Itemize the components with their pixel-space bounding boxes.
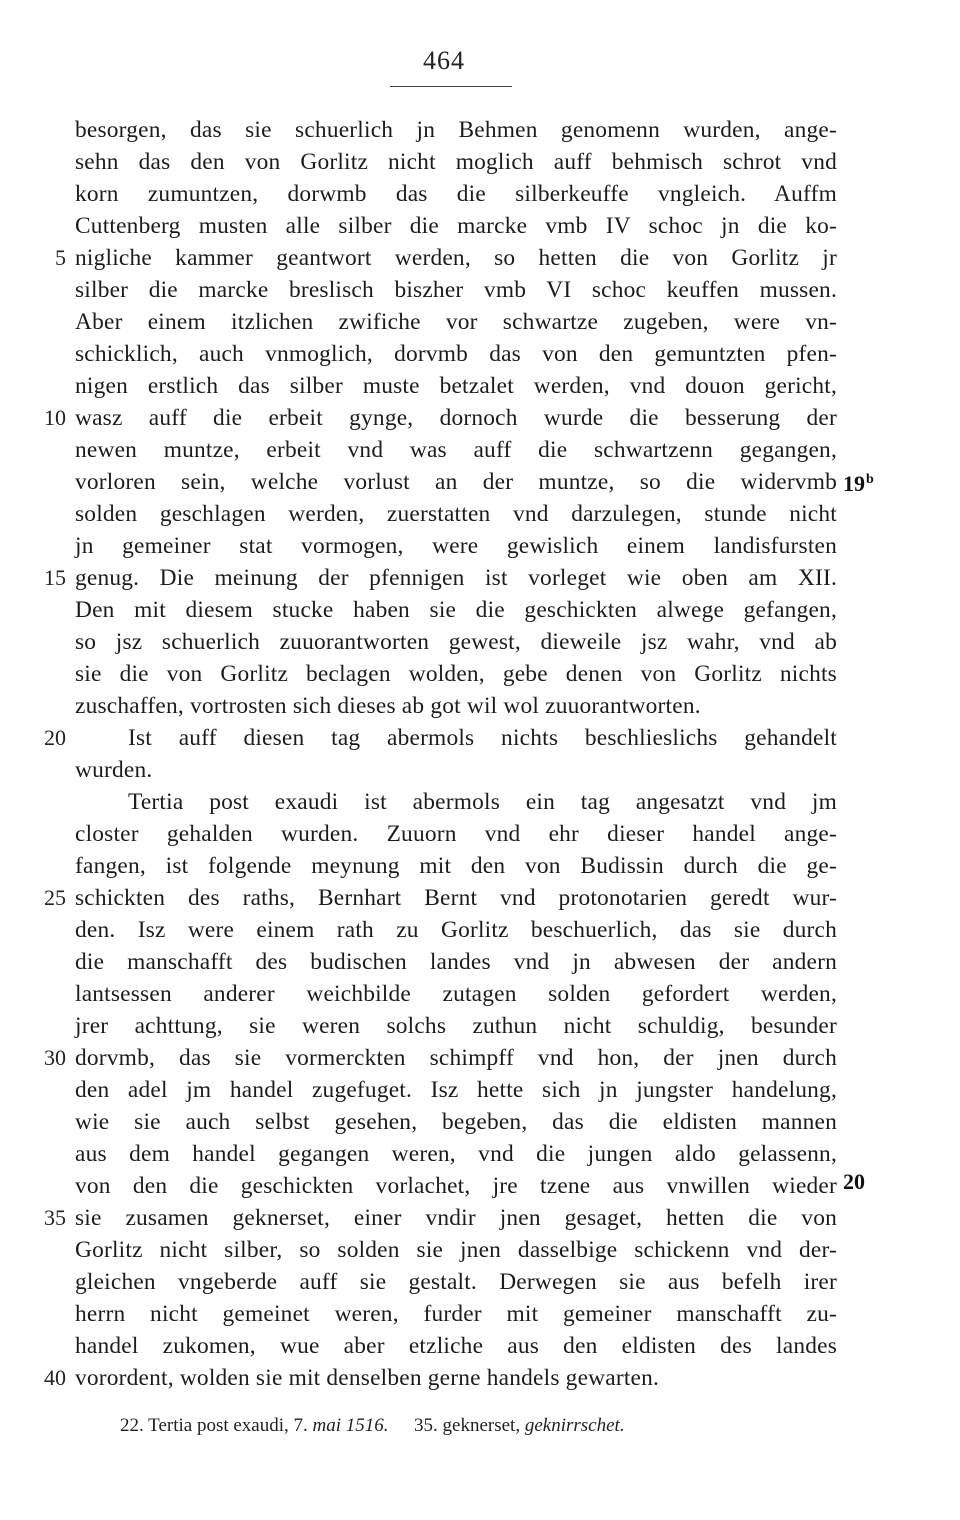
text-line: fangen, ist folgende meynung mit den von Budissin durch die ge- bbox=[75, 853, 837, 879]
footnote-ref-italic: mai 1516. bbox=[312, 1415, 389, 1436]
text-line: Tertia post exaudi ist abermols ein tag angesatzt vnd jm bbox=[128, 789, 837, 815]
text-line: besorgen, das sie schuerlich jn Behmen genomenn wurden, ange- bbox=[75, 117, 837, 143]
text-line: schickten des raths, Bernhart Bernt vnd protonotarien geredt wur- bbox=[75, 885, 837, 911]
line-number: 5 bbox=[55, 245, 66, 270]
text-line: Den mit diesem stucke haben sie die geschickten alwege gefangen, bbox=[75, 597, 837, 623]
text-line: solden geschlagen werden, zuerstatten vnd darzulegen, stunde nicht bbox=[75, 501, 837, 527]
text-line: die manschafft des budischen landes vnd jn abwesen der andern bbox=[75, 949, 837, 975]
page-number-rule bbox=[390, 86, 512, 87]
text-line: jn gemeiner stat vormogen, were gewislich einem landisfursten bbox=[75, 533, 837, 559]
text-line: Cuttenberg musten alle silber die marcke vmb IV schoc jn die ko- bbox=[75, 213, 837, 239]
line-number: 40 bbox=[44, 1365, 66, 1390]
text-line: nigliche kammer geantwort werden, so hetten die von Gorlitz jr bbox=[75, 245, 837, 271]
text-line: zuschaffen, vortrosten sich dieses ab got wil wol zuuorantworten. bbox=[75, 693, 701, 719]
text-line: sehn das den von Gorlitz nicht moglich auff behmisch schrot vnd bbox=[75, 149, 837, 175]
margin-note-folio bbox=[843, 464, 874, 500]
text-line: vorloren sein, welche vorlust an der muntze, so die widervmb bbox=[75, 469, 837, 495]
text-line: nigen erstlich das silber muste betzalet werden, vnd douon gericht, bbox=[75, 373, 837, 399]
text-line: lantsessen anderer weichbilde zutagen solden gefordert werden, bbox=[75, 981, 837, 1007]
page-number: 464 bbox=[423, 46, 465, 75]
margin-note-sup: b bbox=[866, 472, 874, 487]
text-line: vorordent, wolden sie mit denselben gerne handels gewarten. bbox=[75, 1365, 660, 1391]
text-line: schicklich, auch vnmoglich, dorvmb das von den gemuntzten pfen- bbox=[75, 341, 837, 367]
line-number: 10 bbox=[44, 405, 66, 430]
line-number: 25 bbox=[44, 885, 66, 910]
text-line: jrer achttung, sie weren solchs zuthun nicht schuldig, besunder bbox=[75, 1013, 837, 1039]
text-line: closter gehalden wurden. Zuuorn vnd ehr dieser handel ange- bbox=[75, 821, 837, 847]
footnote-ref-italic: geknirrschet. bbox=[524, 1415, 625, 1436]
text-line: sie die von Gorlitz beclagen wolden, gebe denen von Gorlitz nichts bbox=[75, 661, 837, 687]
text-line: wie sie auch selbst gesehen, begeben, das die eldisten mannen bbox=[75, 1109, 837, 1135]
text-line: herrn nicht gemeinet weren, furder mit gemeiner manschafft zu- bbox=[75, 1301, 837, 1327]
text-line: wasz auff die erbeit gynge, dornoch wurde die besserung der bbox=[75, 405, 837, 431]
text-line: Aber einem itzlichen zwifiche vor schwartze zugeben, were vn- bbox=[75, 309, 837, 335]
text-line: wurden. bbox=[75, 757, 153, 783]
margin-note-main: 19 bbox=[843, 471, 865, 496]
line-number: 15 bbox=[44, 565, 66, 590]
text-line: von den die geschickten vorlachet, jre tzene aus vnwillen wieder bbox=[75, 1173, 837, 1199]
text-line: dorvmb, das sie vormerckten schimpff vnd hon, der jnen durch bbox=[75, 1045, 837, 1071]
line-number: 30 bbox=[44, 1045, 66, 1070]
footnote-ref-number: 22. bbox=[120, 1415, 144, 1436]
text-line: sie zusamen geknerset, einer vndir jnen gesaget, hetten die von bbox=[75, 1205, 837, 1231]
text-line: aus dem handel gegangen weren, vnd die jungen aldo gelassenn, bbox=[75, 1141, 837, 1167]
text-line: handel zukomen, wue aber etzliche aus den eldisten des landes bbox=[75, 1333, 837, 1359]
text-line: den adel jm handel zugefuget. Isz hette sich jn jungster handelung, bbox=[75, 1077, 837, 1103]
text-line: silber die marcke breslisch biszher vmb VI schoc keuffen mussen. bbox=[75, 277, 837, 303]
text-line: so jsz schuerlich zuuorantworten gewest, dieweile jsz wahr, vnd ab bbox=[75, 629, 837, 655]
margin-note-main: 20 bbox=[843, 1169, 865, 1194]
footnote bbox=[120, 1412, 840, 1440]
text-line: Ist auff diesen tag abermols nichts beschlieslichs gehandelt bbox=[128, 725, 837, 751]
footnote-ref-text: Tertia post exaudi, 7. bbox=[148, 1415, 308, 1436]
text-line: newen muntze, erbeit vnd was auff die schwartzenn gegangen, bbox=[75, 437, 837, 463]
text-line: Gorlitz nicht silber, so solden sie jnen dasselbige schickenn vnd der- bbox=[75, 1237, 837, 1263]
text-line: gleichen vngeberde auff sie gestalt. Derwegen sie aus befelh irer bbox=[75, 1269, 837, 1295]
text-line: genug. Die meinung der pfennigen ist vorleget wie oben am XII. bbox=[75, 565, 837, 591]
footnote-ref-text: geknerset, bbox=[442, 1415, 521, 1436]
text-line: korn zumuntzen, dorwmb das die silberkeuffe vngleich. Auffm bbox=[75, 181, 837, 207]
line-number: 35 bbox=[44, 1205, 66, 1230]
line-number: 20 bbox=[44, 725, 66, 750]
footnote-ref-number: 35. bbox=[414, 1415, 438, 1436]
margin-note-folio bbox=[843, 1166, 865, 1198]
text-line: den. Isz were einem rath zu Gorlitz beschuerlich, das sie durch bbox=[75, 917, 837, 943]
